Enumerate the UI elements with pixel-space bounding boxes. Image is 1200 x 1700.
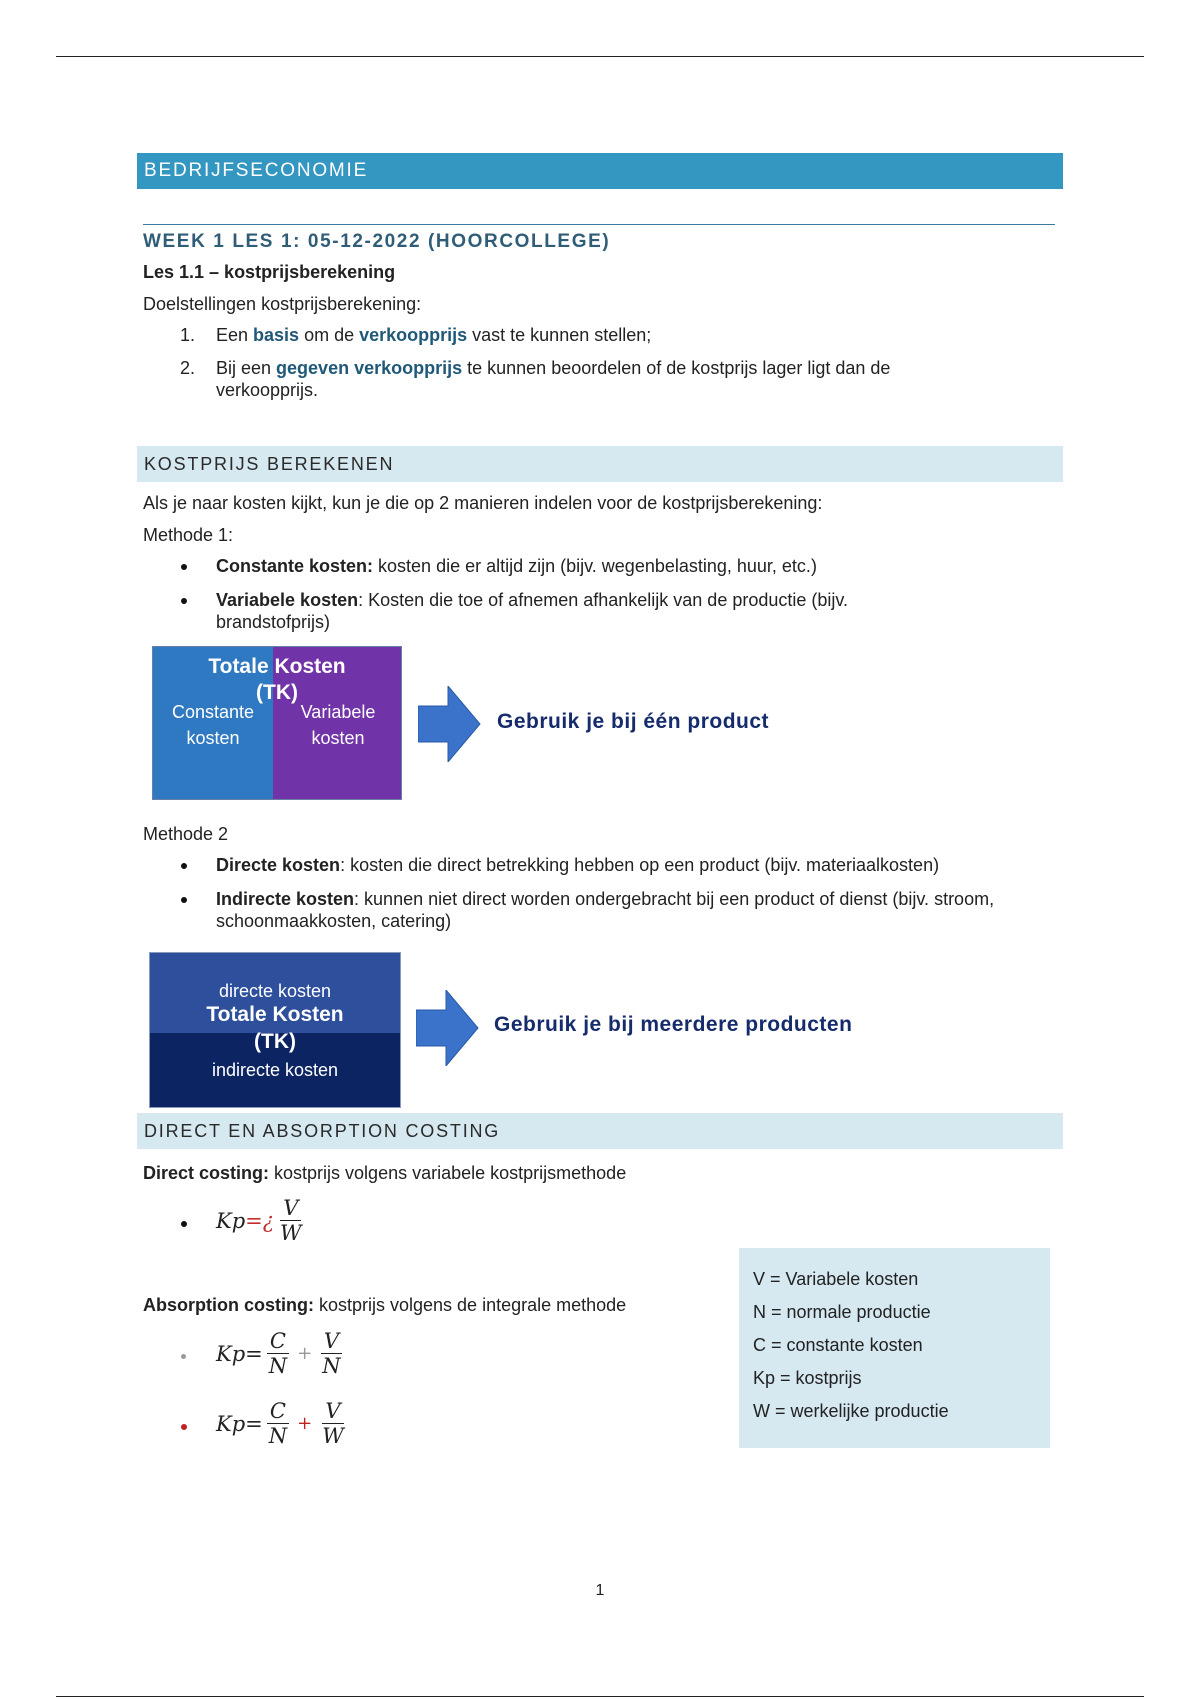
section-heading-kostprijs: KOSTPRIJS BEREKENEN xyxy=(137,446,1063,482)
header-rule xyxy=(56,56,1144,57)
bullet-icon xyxy=(181,1221,187,1227)
diagram2-title: Totale Kosten xyxy=(206,1003,344,1026)
page-banner: BEDRIJFSECONOMIE xyxy=(137,153,1063,189)
legend-item: Kp = kostprijs xyxy=(753,1368,862,1388)
goals-list xyxy=(143,324,1063,401)
legend-item: W = werkelijke productie xyxy=(753,1401,949,1421)
week-heading: WEEK 1 LES 1: 05-12-2022 (HOORCOLLEGE) xyxy=(143,224,1055,253)
bullet-icon xyxy=(181,1354,186,1359)
variable-legend-box xyxy=(739,1248,1050,1448)
formula-direct-costing: Kp =¿ $\frac{V}{W}$ xyxy=(143,1196,1063,1252)
list-item: Indirecte kosten: kunnen niet direct worden ondergebracht bij een product of dienst (bijv. stroom, schoonmaakkosten, catering) xyxy=(143,888,1096,932)
formula-absorption-actual: Kp = $\frac{C}{N}$ + $\frac{V}{W}$ xyxy=(143,1399,1063,1455)
diagram1-left-label: Constante kosten xyxy=(171,702,255,748)
total-costs-box-split xyxy=(152,646,402,800)
kostprijs-intro: Als je naar kosten kijkt, kun je die op 2 manieren indelen voor de kostprijsberekening: xyxy=(143,493,823,513)
method1-list xyxy=(143,555,1063,633)
goals-intro: Doelstellingen kostprijsberekening: xyxy=(143,294,422,314)
right-arrow-icon xyxy=(418,686,482,762)
footer-rule xyxy=(56,1696,1144,1697)
legend-item: C = constante kosten xyxy=(753,1335,923,1355)
diagram2-bottom-label: indirecte kosten xyxy=(211,1060,339,1080)
lesson-title: Les 1.1 – kostprijsberekening xyxy=(143,262,396,282)
absorption-costing-line: Absorption costing: kostprijs volgens de integrale methode xyxy=(143,1295,627,1315)
diagram2-top-label: directe kosten xyxy=(218,981,332,1001)
list-item: 2. Bij een gegeven verkoopprijs te kunnen beoordelen of de kostprijs lager ligt dan de verkoopprijs. xyxy=(180,358,891,400)
bullet-icon xyxy=(181,897,187,903)
formula-absorption-normal: Kp = $\frac{C}{N}$ + $\frac{V}{N}$ xyxy=(143,1329,1063,1385)
right-arrow-icon xyxy=(416,990,480,1066)
legend-item: N = normale productie xyxy=(753,1302,931,1322)
method2-list xyxy=(143,854,1063,932)
method1-label: Methode 1: xyxy=(143,525,234,545)
diagram-single-product xyxy=(143,646,1063,806)
total-costs-box-stacked xyxy=(149,952,401,1108)
list-item: Directe kosten: kosten die direct betrekking hebben op een product (bijv. materiaalkosten) xyxy=(143,854,1063,876)
method2-label: Methode 2 xyxy=(143,824,229,844)
diagram-multiple-products xyxy=(143,952,1063,1112)
diagram2-caption: Gebruik je bij meerdere producten xyxy=(494,1013,853,1036)
bullet-icon xyxy=(181,863,187,869)
diagram2-title-abbr: (TK) xyxy=(254,1030,296,1053)
diagram1-title-abbr: (TK) xyxy=(256,681,298,704)
legend-item: V = Variabele kosten xyxy=(753,1269,919,1289)
bullet-icon xyxy=(181,564,187,570)
bullet-icon xyxy=(181,1424,187,1430)
bullet-icon xyxy=(181,598,187,604)
diagram1-right-label: Variabele kosten xyxy=(300,702,376,748)
list-item: Constante kosten: kosten die er altijd zijn (bijv. wegenbelasting, huur, etc.) xyxy=(143,555,1063,577)
diagram1-caption: Gebruik je bij één product xyxy=(497,710,770,733)
direct-costing-line: Direct costing: kostprijs volgens variabele kostprijsmethode xyxy=(143,1163,627,1183)
list-item: 1. Een basis om de verkoopprijs vast te kunnen stellen; xyxy=(180,325,652,345)
list-item: Variabele kosten: Kosten die toe of afnemen afhankelijk van de productie (bijv. brandstofprijs) xyxy=(143,589,956,633)
diagram1-title: Totale Kosten xyxy=(208,655,346,678)
section-heading-costing: DIRECT EN ABSORPTION COSTING xyxy=(137,1113,1063,1149)
page-number: 1 xyxy=(595,1582,605,1599)
